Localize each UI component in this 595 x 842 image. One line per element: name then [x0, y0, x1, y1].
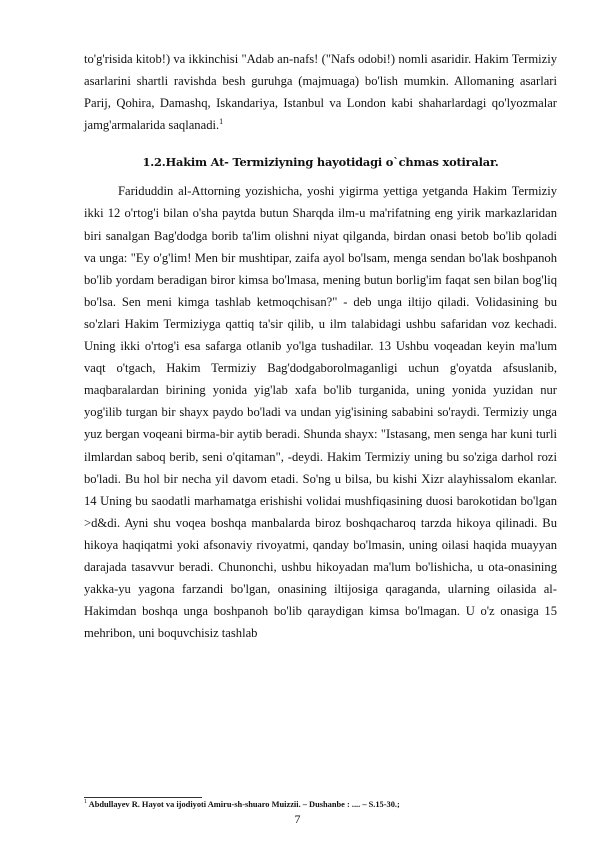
section-heading: 1.2.Hakim At- Termiziyning hayotidagi o`chmas xotiralar.: [142, 155, 499, 170]
footnote-number: 1: [84, 799, 87, 806]
document-page: [84, 48, 557, 644]
paragraph-main: Fariduddin al-Attorning yozishicha, yoshi yigirma yettiga yetganda Hakim Termiziy ikki 12 o'rtog'i bilan o'sha paytda butun Sharqda ilm-u ma'rifatning eng yirik markazlaridan biri sanalgan Bag'dodga borib ta'lim olishni niyat qilganda, birdan onasi betob bo'lib qoladi va unga: "Ey o'g'lim! Men bir mushtipar, zaifa ayol bo'lsam, menga sendan bo'lak boshpanoh bo'lib yordam beradigan biror kimsa bo'lmasa, mening butun borlig'im faqat sen bilan bog'liq bo'lsa. Sen meni kimga tashlab ketmoqchisan?" - deb unga iltijo qiladi. Volidasining bu so'zlari Hakim Termiziyga qattiq ta'sir qilib, u ilm talabidagi ushbu safaridan voz kechadi. Uning ikki o'rtog'i esa safarga otlanib yo'lga tushadilar. 13 Ushbu voqeadan keyin ma'lum vaqt o'tgach, Hakim Termiziy Bag'dodgaborolmaganligi uchun g'oyatda afsuslanib, maqbaralardan birining yonida yig'lab xafa bo'lib turganida, uning yonida yuzidan nur yog'ilib turgan bir shayx paydo bo'ladi va undan yig'isining sababini so'raydi. Termiziy unga yuz bergan voqeani birma-bir aytib beradi. Shunda shayx: "Istasang, men senga har kuni turli ilmlardan saboq berib, seni o'qitaman", -deydi. Hakim Termiziy uning bu so'ziga darhol rozi bo'ladi. Bu hol bir necha yil davom etadi. So'ng u bilsa, bu kishi Xizr alayhissalom ekanlar. 14 Uning bu saodatli marhamatga erishishi volidai mushfiqasining duosi barokotidan bo'lgan >d&di. Ayni shu voqea boshqa manbalarda biroz boshqacharoq tarzda hikoya qilinadi. Bu hikoya haqiqatmi yoki afsonaviy rivoyatmi, qanday bo'lmasin, uning oilasi haqida muayyan darajada tasavvur beradi. Chunonchi, ushbu hikoyadan ma'lum bo'lishicha, u ota-onasining yakka-yu yagona farzandi bo'lgan, onasining iltijosiga qaraganda, ularning oilasida al-Hakimdan boshqa unga boshpanoh bo'lib qaraydigan kimsa bo'lmagan. U o'z onasiga 15 mehribon, uni boquvchisiz tashlab: [84, 184, 557, 641]
paragraph-intro-text: to'g'risida kitob!) va ikkinchisi "Adab an-nafs! ("Nafs odobi!) nomli asaridir. Hakim Termiziy asarlarini shartli ravishda besh guruhga (majmuaga) bo'lish mumkin. Allomaning asarlari Parij, Qohira, Damashq, Iskandariya, Istanbul va London kabi shaharlardagi qo'lyozmalar jamg'armalarida saqlanadi.: [84, 52, 557, 133]
paragraph-intro: [84, 48, 557, 136]
footnote-reference[interactable]: 1: [219, 117, 224, 127]
footnote-divider: [84, 797, 202, 798]
footnote-text: Abdullayev R. Hayot va ijodiyoti Amiru-sh-shuaro Muizzii. – Dushanbe : .... – S.15-30.;: [88, 800, 400, 809]
page-number: 7: [294, 812, 301, 826]
footnote: [84, 799, 557, 810]
